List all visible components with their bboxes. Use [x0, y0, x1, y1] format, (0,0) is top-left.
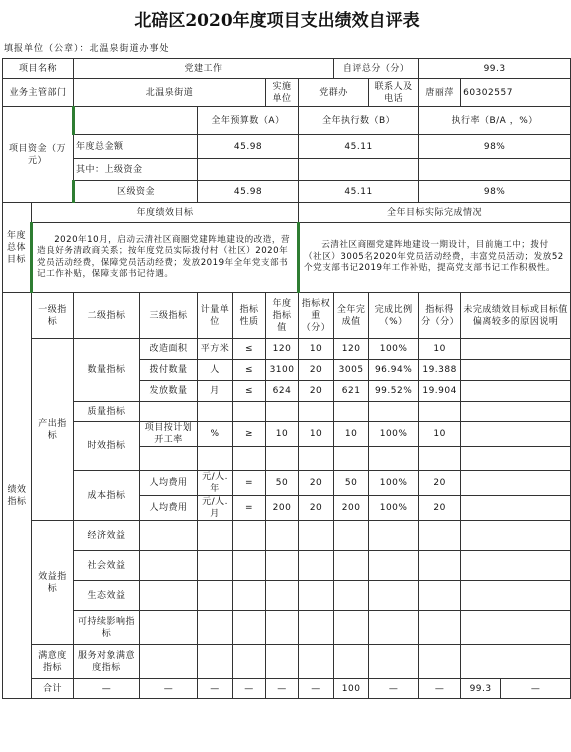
funds-section-label: 项目资金（万元） — [3, 107, 74, 203]
indicator-name: 拨付数量 — [140, 360, 198, 381]
total-dash: — — [501, 679, 571, 699]
funds-rate — [419, 159, 571, 181]
project-name: 党建工作 — [74, 59, 334, 79]
indicator-unit: % — [198, 422, 233, 447]
header-unit: 计量单位 — [198, 293, 233, 339]
indicator-score: 20 — [419, 496, 461, 521]
header-score: 指标得分（分） — [419, 293, 461, 339]
header-level2: 二级指标 — [74, 293, 140, 339]
indicator-score: 19.904 — [419, 381, 461, 402]
indicator-score: 10 — [419, 339, 461, 360]
contact-phone: 60302557 — [461, 79, 571, 107]
total-dash: — — [233, 679, 266, 699]
timeliness-label: 时效指标 — [74, 422, 140, 471]
header-weight: 指标权重（分） — [299, 293, 334, 339]
funds-exec: 45.11 — [299, 135, 419, 159]
indicator-unit: 平方米 — [198, 339, 233, 360]
indicator-weight: 10 — [299, 339, 334, 360]
indicator-weight: 20 — [299, 381, 334, 402]
sustain-label: 可持续影响指标 — [74, 611, 140, 645]
indicator-nature: ≤ — [233, 381, 266, 402]
funds-row-label: 其中：上级资金 — [74, 159, 198, 181]
indicator-ratio: 100% — [369, 422, 419, 447]
indicator-annual: 10 — [266, 422, 299, 447]
quality-label: 质量指标 — [74, 402, 140, 422]
benefit-label: 效益指标 — [32, 521, 74, 645]
indicator-reason — [461, 471, 571, 496]
indicator-weight: 20 — [299, 360, 334, 381]
funds-row-label: 区级资金 — [74, 181, 198, 203]
indicator-name: 项目按计划开工率 — [140, 422, 198, 447]
total-dash: — — [198, 679, 233, 699]
indicator-name: 发放数量 — [140, 381, 198, 402]
satisfaction-label: 满意度指标 — [32, 645, 74, 679]
header-ratio: 完成比例（%） — [369, 293, 419, 339]
service-label: 服务对象满意度指标 — [74, 645, 140, 679]
indicator-done: 10 — [334, 422, 369, 447]
total-dash: — — [419, 679, 461, 699]
indicator-ratio: 100% — [369, 471, 419, 496]
contact-name: 唐丽萍 — [419, 79, 461, 107]
funds-budget — [198, 159, 299, 181]
indicator-name: 人均费用 — [140, 496, 198, 521]
indicator-weight: 10 — [299, 422, 334, 447]
indicator-reason — [461, 360, 571, 381]
indicator-weight: 20 — [299, 496, 334, 521]
indicator-unit: 月 — [198, 381, 233, 402]
page-title: 北碚区2020年度项目支出绩效自评表 — [134, 11, 420, 31]
goals-section-label: 年度总体目标 — [3, 203, 32, 293]
cost-label: 成本指标 — [74, 471, 140, 521]
indicator-nature: ≤ — [233, 339, 266, 360]
header-annual: 年度指标值 — [266, 293, 299, 339]
contact-label: 联系人及电话 — [369, 79, 419, 107]
total-weight: 100 — [334, 679, 369, 699]
goals-target-text: 2020年10月，启动云清社区商圈党建阵地建设的改造，营造良好务清政商关系；按年度党员实际拨付村（社区）2020年党员活动经费，保障党员活动经费；发放2019年全年党支部书记工作补贴，保障支部书记待遇。 — [32, 223, 299, 293]
total-dash: — — [369, 679, 419, 699]
indicator-weight: 20 — [299, 471, 334, 496]
indicator-reason — [461, 381, 571, 402]
impl-unit-value: 党群办 — [299, 79, 369, 107]
indicator-unit: 元/人.月 — [198, 496, 233, 521]
output-label: 产出指标 — [32, 339, 74, 521]
goals-col-actual: 全年目标实际完成情况 — [299, 203, 571, 223]
goals-actual-text: 云清社区商圈党建阵地建设一期设计，目前施工中；拨付（社区）3005名2020年党员活动经费，丰富党员活动；发放52个党支部书记2019年工作补贴，提高党支部书记工作积极性。 — [299, 223, 571, 293]
dept-label: 业务主管部门 — [3, 79, 74, 107]
indicator-name: 人均费用 — [140, 471, 198, 496]
total-score: 99.3 — [461, 679, 501, 699]
funds-row-label: 年度总金额 — [74, 135, 198, 159]
funds-col-budget: 全年预算数（A） — [198, 107, 299, 135]
indicator-nature: = — [233, 471, 266, 496]
funds-col-rate: 执行率（B/A ，%） — [419, 107, 571, 135]
indicator-done: 120 — [334, 339, 369, 360]
funds-blank — [74, 107, 198, 135]
total-label: 合计 — [32, 679, 74, 699]
indicator-annual: 624 — [266, 381, 299, 402]
goals-col-target: 年度绩效目标 — [32, 203, 299, 223]
self-evaluation-table — [2, 58, 571, 699]
reporting-unit: 填报单位（公章）：北温泉街道办事处 — [4, 44, 170, 54]
indicator-done: 621 — [334, 381, 369, 402]
total-dash: — — [299, 679, 334, 699]
indicators-side-label: 绩效指标 — [3, 293, 32, 699]
indicator-unit: 元/人.年 — [198, 471, 233, 496]
indicator-ratio: 100% — [369, 496, 419, 521]
header-reason: 未完成绩效目标或目标值偏离较多的原因说明 — [461, 293, 571, 339]
indicator-nature: ≥ — [233, 422, 266, 447]
indicator-ratio: 99.52% — [369, 381, 419, 402]
indicator-annual: 120 — [266, 339, 299, 360]
funds-rate: 98% — [419, 181, 571, 203]
funds-col-exec: 全年执行数（B） — [299, 107, 419, 135]
funds-exec — [299, 159, 419, 181]
header-done: 全年完成值 — [334, 293, 369, 339]
indicator-reason — [461, 496, 571, 521]
funds-exec: 45.11 — [299, 181, 419, 203]
indicator-done: 200 — [334, 496, 369, 521]
indicator-nature: ≤ — [233, 360, 266, 381]
quantity-label: 数量指标 — [74, 339, 140, 402]
header-level1: 一级指标 — [32, 293, 74, 339]
ecological-label: 生态效益 — [74, 581, 140, 611]
indicator-annual: 50 — [266, 471, 299, 496]
indicator-nature: = — [233, 496, 266, 521]
header-level3: 三级指标 — [140, 293, 198, 339]
indicator-done: 3005 — [334, 360, 369, 381]
economic-label: 经济效益 — [74, 521, 140, 551]
indicator-reason — [461, 422, 571, 447]
impl-unit-label: 实施单位 — [266, 79, 299, 107]
funds-budget: 45.98 — [198, 135, 299, 159]
self-score-label: 自评总分（分） — [334, 59, 419, 79]
social-label: 社会效益 — [74, 551, 140, 581]
self-score: 99.3 — [419, 59, 571, 79]
indicator-name: 改造面积 — [140, 339, 198, 360]
header-nature: 指标性质 — [233, 293, 266, 339]
indicator-ratio: 96.94% — [369, 360, 419, 381]
indicator-reason — [461, 339, 571, 360]
funds-rate: 98% — [419, 135, 571, 159]
indicator-annual: 200 — [266, 496, 299, 521]
funds-budget: 45.98 — [198, 181, 299, 203]
dept-value: 北温泉街道 — [74, 79, 266, 107]
indicator-score: 20 — [419, 471, 461, 496]
total-dash: — — [266, 679, 299, 699]
indicator-done: 50 — [334, 471, 369, 496]
indicator-annual: 3100 — [266, 360, 299, 381]
total-dash: — — [74, 679, 140, 699]
indicator-unit: 人 — [198, 360, 233, 381]
indicator-score: 19.388 — [419, 360, 461, 381]
project-name-label: 项目名称 — [3, 59, 74, 79]
total-dash: — — [140, 679, 198, 699]
indicator-ratio: 100% — [369, 339, 419, 360]
indicator-score: 10 — [419, 422, 461, 447]
